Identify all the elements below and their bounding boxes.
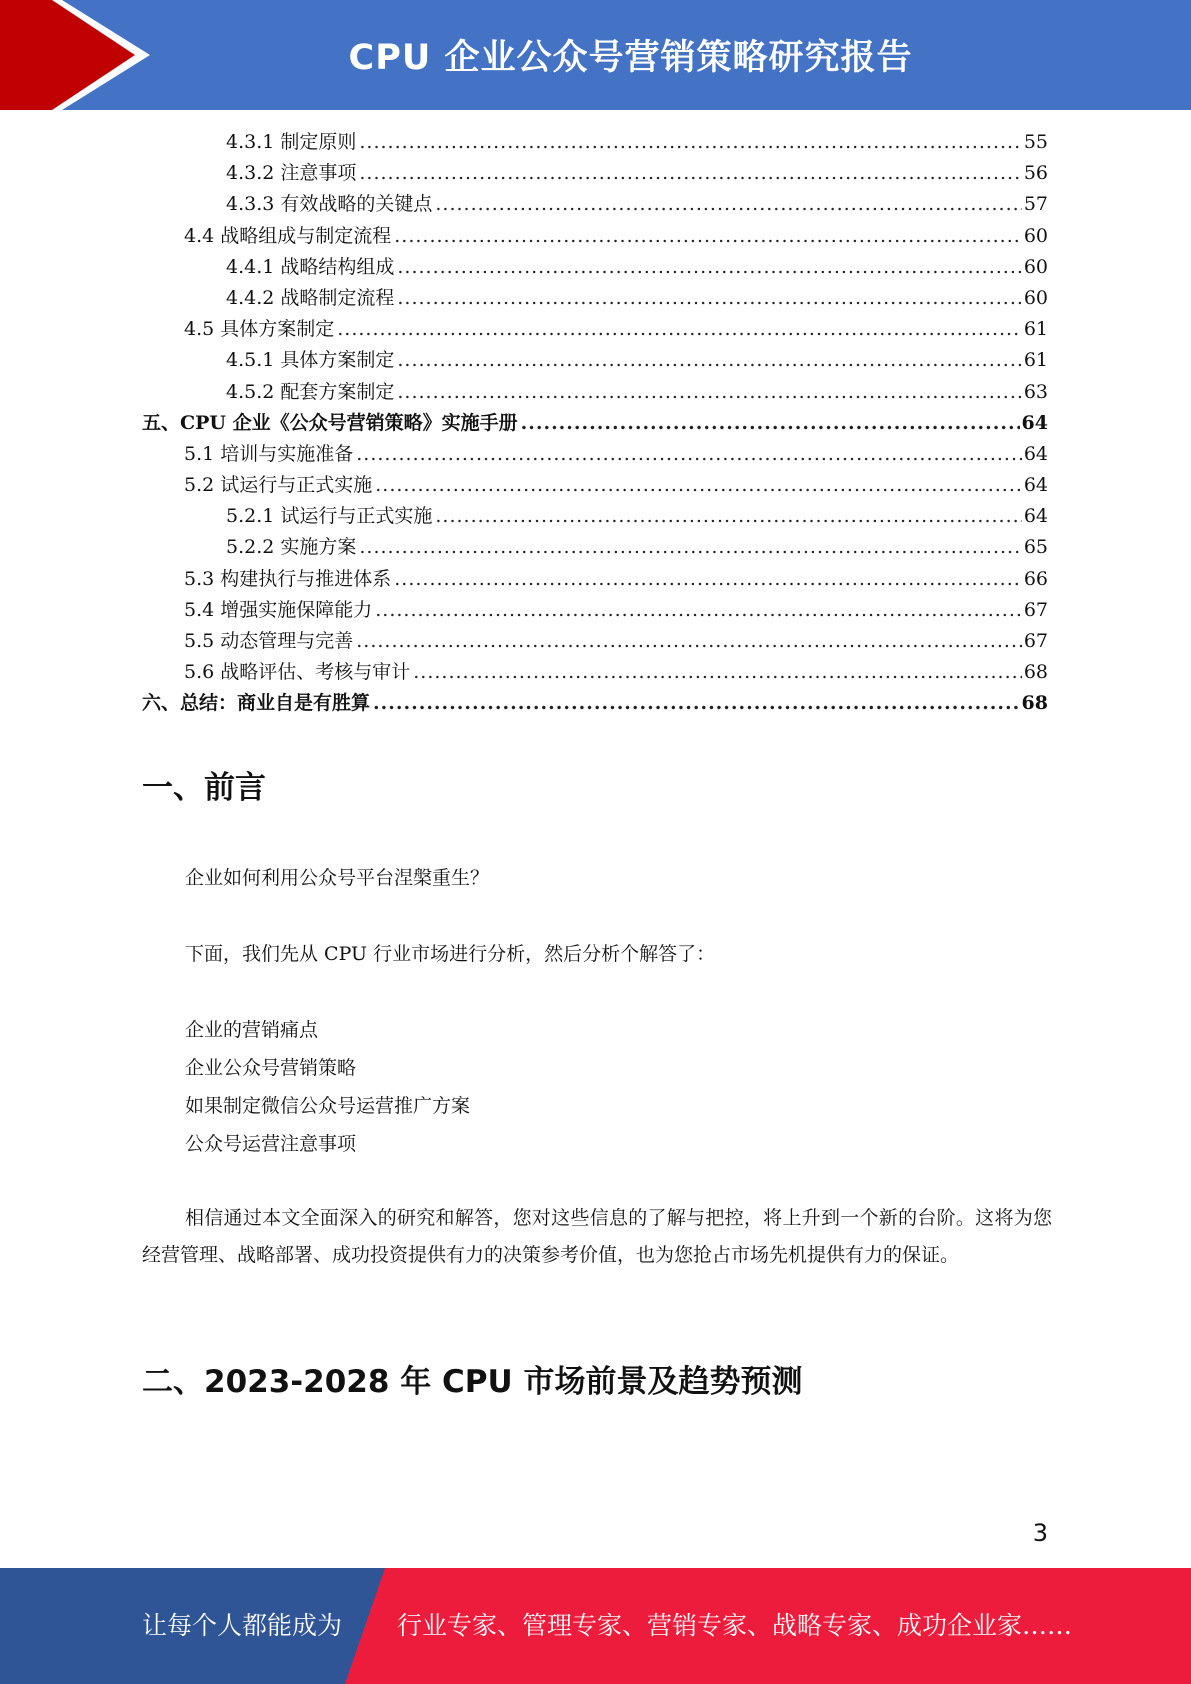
preface-list-item: 企业的营销痛点 bbox=[185, 1019, 319, 1041]
toc-entry-title: 4.5.1 具体方案制定 bbox=[226, 349, 395, 372]
toc-entry-title: 4.4 战略组成与制定流程 bbox=[184, 224, 392, 247]
toc-dot-leader bbox=[359, 127, 1021, 158]
toc-page-number: 55 bbox=[1023, 131, 1048, 153]
toc-entry[interactable] bbox=[142, 377, 1048, 408]
toc-page-number: 66 bbox=[1023, 567, 1048, 590]
toc-page-number: 57 bbox=[1023, 193, 1048, 216]
toc-dot-leader bbox=[356, 626, 1022, 657]
toc-page-number: 67 bbox=[1023, 630, 1048, 652]
toc-entry-title: 4.4.2 战略制定流程 bbox=[226, 286, 395, 309]
footer-slogan-right: 行业专家、管理专家、营销专家、战略专家、成功企业家…… bbox=[397, 1611, 1073, 1640]
toc-entry-title: 4.5 具体方案制定 bbox=[184, 318, 335, 341]
toc-dot-leader bbox=[337, 314, 1022, 345]
report-title: CPU 企业公众号营销策略研究报告 bbox=[348, 38, 913, 78]
toc-dot-leader bbox=[359, 158, 1021, 189]
preface-question: 企业如何利用公众号平台涅槃重生？ bbox=[185, 867, 490, 889]
toc-page-number: 61 bbox=[1023, 349, 1048, 372]
toc-entry[interactable] bbox=[142, 595, 1048, 626]
toc-dot-leader bbox=[375, 595, 1022, 626]
toc-dot-leader bbox=[435, 501, 1021, 532]
toc-entry-title: 5.1 培训与实施准备 bbox=[184, 442, 354, 465]
toc-dot-leader bbox=[373, 688, 1020, 719]
toc-dot-leader bbox=[413, 657, 1022, 688]
toc-page-number: 61 bbox=[1023, 318, 1048, 341]
toc-page-number: 64 bbox=[1023, 442, 1048, 465]
toc-dot-leader bbox=[394, 564, 1022, 595]
toc-entry-title: 5.2.1 试运行与正式实施 bbox=[226, 505, 433, 528]
toc-dot-leader bbox=[397, 377, 1021, 408]
toc-entry[interactable] bbox=[142, 564, 1048, 595]
preface-list-item: 如果制定微信公众号运营推广方案 bbox=[185, 1095, 471, 1117]
toc-entry[interactable] bbox=[142, 252, 1048, 283]
toc-entry-title: 4.3.1 制定原则 bbox=[226, 131, 357, 153]
toc-entry-title: 5.4 增强实施保障能力 bbox=[184, 598, 373, 621]
toc-page-number: 64 bbox=[1023, 474, 1048, 497]
toc-dot-leader bbox=[397, 345, 1021, 376]
toc-entry[interactable] bbox=[142, 345, 1048, 376]
toc-page-number: 63 bbox=[1023, 380, 1048, 403]
toc-dot-leader bbox=[397, 283, 1021, 314]
toc-entry[interactable] bbox=[142, 221, 1048, 252]
preface-intro: 下面，我们先从 CPU 行业市场进行分析，然后分析个解答了： bbox=[185, 943, 716, 965]
toc-dot-leader bbox=[397, 252, 1021, 283]
toc-page-number: 65 bbox=[1023, 536, 1048, 559]
page-number: 3 bbox=[1032, 1519, 1048, 1547]
preface-list-item: 公众号运营注意事项 bbox=[185, 1133, 357, 1155]
toc-page-number: 60 bbox=[1023, 255, 1048, 278]
section-heading-market-forecast: 二、2023-2028 年 CPU 市场前景及趋势预测 bbox=[142, 1364, 803, 1400]
toc-entry[interactable] bbox=[142, 408, 1048, 439]
toc-page-number: 64 bbox=[1023, 505, 1048, 528]
preface-list-item: 企业公众号营销策略 bbox=[185, 1057, 357, 1079]
toc-entry[interactable] bbox=[142, 532, 1048, 563]
section-heading-preface: 一、前言 bbox=[142, 770, 266, 806]
toc-dot-leader bbox=[394, 221, 1022, 252]
page-header bbox=[0, 0, 1191, 110]
toc-entry[interactable] bbox=[142, 158, 1048, 189]
toc-entry-title: 4.3.2 注意事项 bbox=[226, 162, 357, 185]
toc-page-number: 56 bbox=[1023, 162, 1048, 185]
toc-entry-title: 5.6 战略评估、考核与审计 bbox=[184, 661, 411, 684]
toc-dot-leader bbox=[375, 470, 1022, 501]
toc-entry[interactable] bbox=[142, 626, 1048, 657]
toc-page-number: 67 bbox=[1023, 598, 1048, 621]
toc-dot-leader bbox=[359, 532, 1021, 563]
toc-entry[interactable] bbox=[142, 501, 1048, 532]
footer-slogan-left: 让每个人都能成为 bbox=[142, 1611, 343, 1640]
toc-entry-title: 5.5 动态管理与完善 bbox=[184, 630, 354, 652]
toc-entry[interactable] bbox=[142, 470, 1048, 501]
toc-entry-title: 五、CPU 企业《公众号营销策略》实施手册 bbox=[142, 411, 518, 434]
toc-entry-title: 5.2 试运行与正式实施 bbox=[184, 474, 373, 497]
toc-entry[interactable] bbox=[142, 314, 1048, 345]
toc-entry[interactable] bbox=[142, 127, 1048, 158]
toc-dot-leader bbox=[356, 439, 1022, 470]
toc-entry-title: 六、总结：商业自是有胜算 bbox=[142, 692, 371, 715]
toc-entry[interactable] bbox=[142, 688, 1048, 719]
preface-conclusion: 相信通过本文全面深入的研究和解答，您对这些信息的了解与把控，将上升到一个新的台阶。这将为您经营管理、战略部署、成功投资提供有力的决策参考价值，也为您抢占市场先机提供有力的保证。 bbox=[142, 1207, 1052, 1266]
toc-dot-leader bbox=[521, 408, 1020, 439]
toc-entry[interactable] bbox=[142, 657, 1048, 688]
toc-page-number: 68 bbox=[1021, 692, 1048, 715]
toc-entry[interactable] bbox=[142, 189, 1048, 220]
page-footer bbox=[0, 1568, 1191, 1684]
toc-entry[interactable] bbox=[142, 439, 1048, 470]
toc-page-number: 60 bbox=[1023, 224, 1048, 247]
toc-entry-title: 4.4.1 战略结构组成 bbox=[226, 255, 395, 278]
toc-entry-title: 5.2.2 实施方案 bbox=[226, 536, 357, 559]
table-of-contents bbox=[142, 127, 1048, 720]
toc-page-number: 64 bbox=[1021, 411, 1048, 434]
toc-entry-title: 4.3.3 有效战略的关键点 bbox=[226, 193, 433, 216]
toc-entry-title: 4.5.2 配套方案制定 bbox=[226, 380, 395, 403]
toc-dot-leader bbox=[435, 189, 1021, 220]
toc-page-number: 68 bbox=[1023, 661, 1048, 684]
toc-page-number: 60 bbox=[1023, 286, 1048, 309]
toc-entry-title: 5.3 构建执行与推进体系 bbox=[184, 567, 392, 590]
toc-entry[interactable] bbox=[142, 283, 1048, 314]
